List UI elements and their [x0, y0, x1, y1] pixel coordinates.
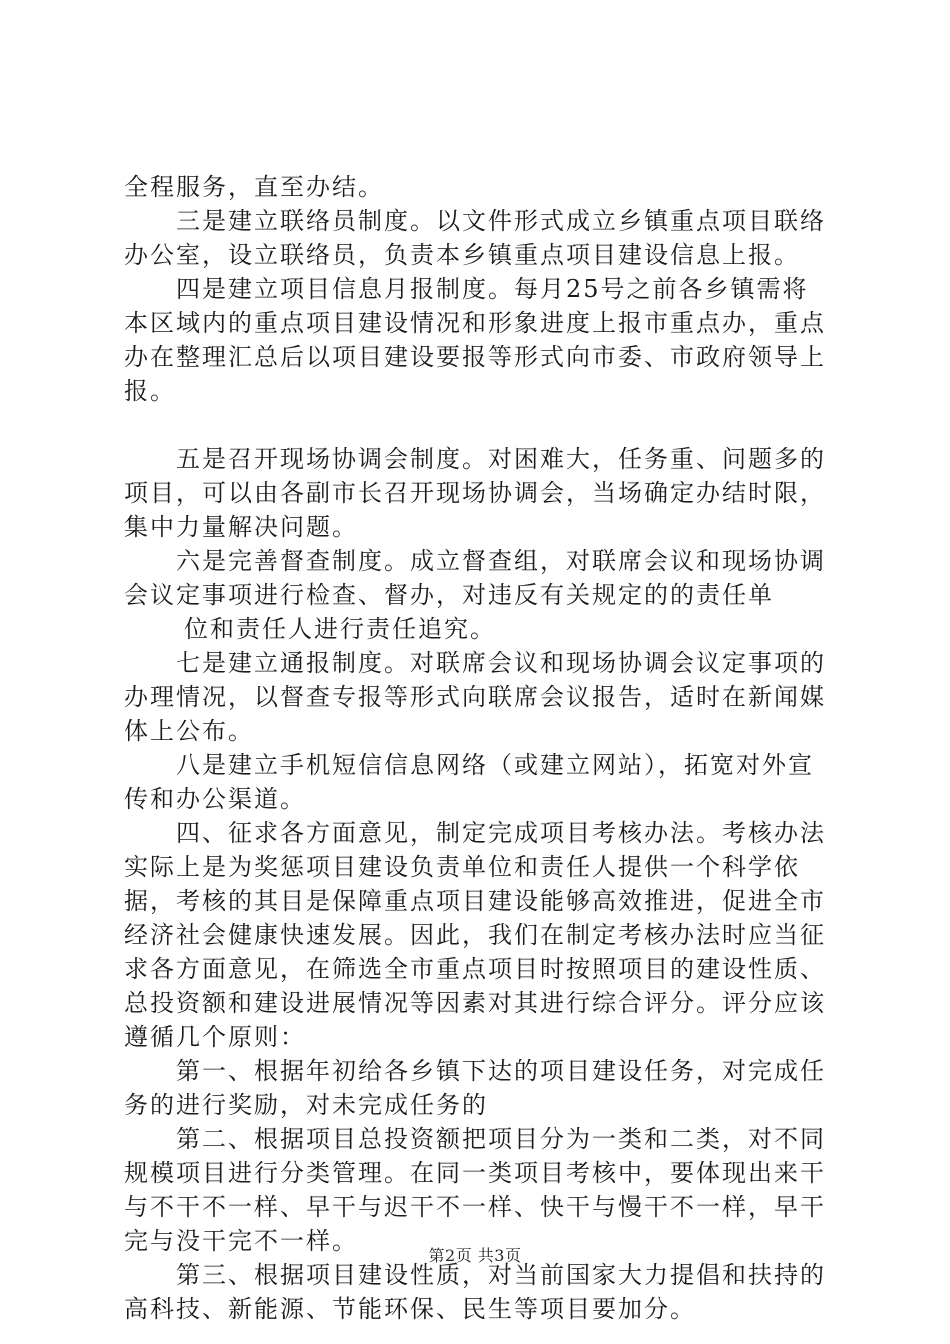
document-body — [124, 170, 834, 1326]
paragraph-site-coordination: 五是召开现场协调会制度。对困难大，任务重、问题多的项目，可以由各副市长召开现场协调会，当场确定办结时限，集中力量解决问题。 — [124, 445, 826, 541]
paragraph-notification: 七是建立通报制度。对联席会议和现场协调会议定事项的办理情况，以督查专报等形式向联席会议报告，适时在新闻媒体上公布。 — [124, 649, 826, 745]
paragraph-sms-network: 八是建立手机短信信息网络（或建立网站），拓宽对外宣传和办公渠道。 — [124, 751, 814, 813]
page-number-footer: 第2页 共3页 — [428, 1246, 522, 1265]
paragraph-monthly-report: 四是建立项目信息月报制度。每月25号之前各乡镇需将本区域内的重点项目建设情况和形象进度上报市重点办，重点办在整理汇总后以项目建设要报等形式向市委、市政府领导上报。 — [124, 275, 826, 405]
paragraph-continuation: 全程服务，直至办结。 — [124, 173, 384, 201]
paragraph-supervision-tail: 位和责任人进行责任追究。 — [184, 615, 496, 643]
paragraph-assessment-method: 四、征求各方面意见，制定完成项目考核办法。考核办法实际上是为奖惩项目建设负责单位和责任人提供一个科学依据，考核的其目是保障重点项目建设能够高效推进，促进全市经济社会健康快速发展。因此，我们在制定考核办法时应当征求各方面意见，在筛选全市重点项目时按照项目的建设性质、总投资额和建设进展情况等因素对其进行综合评分。评分应该遵循几个原则： — [124, 819, 826, 1051]
paragraph-liaison-system: 三是建立联络员制度。以文件形式成立乡镇重点项目联络办公室，设立联络员，负责本乡镇重点项目建设信息上报。 — [124, 207, 826, 269]
paragraph-supervision: 六是完善督查制度。成立督查组，对联席会议和现场协调会议定事项进行检查、督办，对违反有关规定的的责任单 — [124, 547, 826, 609]
paragraph-principle-three: 第三、根据项目建设性质，对当前国家大力提倡和扶持的高科技、新能源、节能环保、民生等项目要加分。 — [124, 1261, 826, 1323]
paragraph-principle-two: 第二、根据项目总投资额把项目分为一类和二类，对不同规模项目进行分类管理。在同一类项目考核中，要体现出来干与不干不一样、早干与迟干不一样、快干与慢干不一样，早干完与没干完不一样。 — [124, 1125, 826, 1255]
paragraph-principle-one: 第一、根据年初给各乡镇下达的项目建设任务，对完成任务的进行奖励，对未完成任务的 — [124, 1057, 826, 1119]
